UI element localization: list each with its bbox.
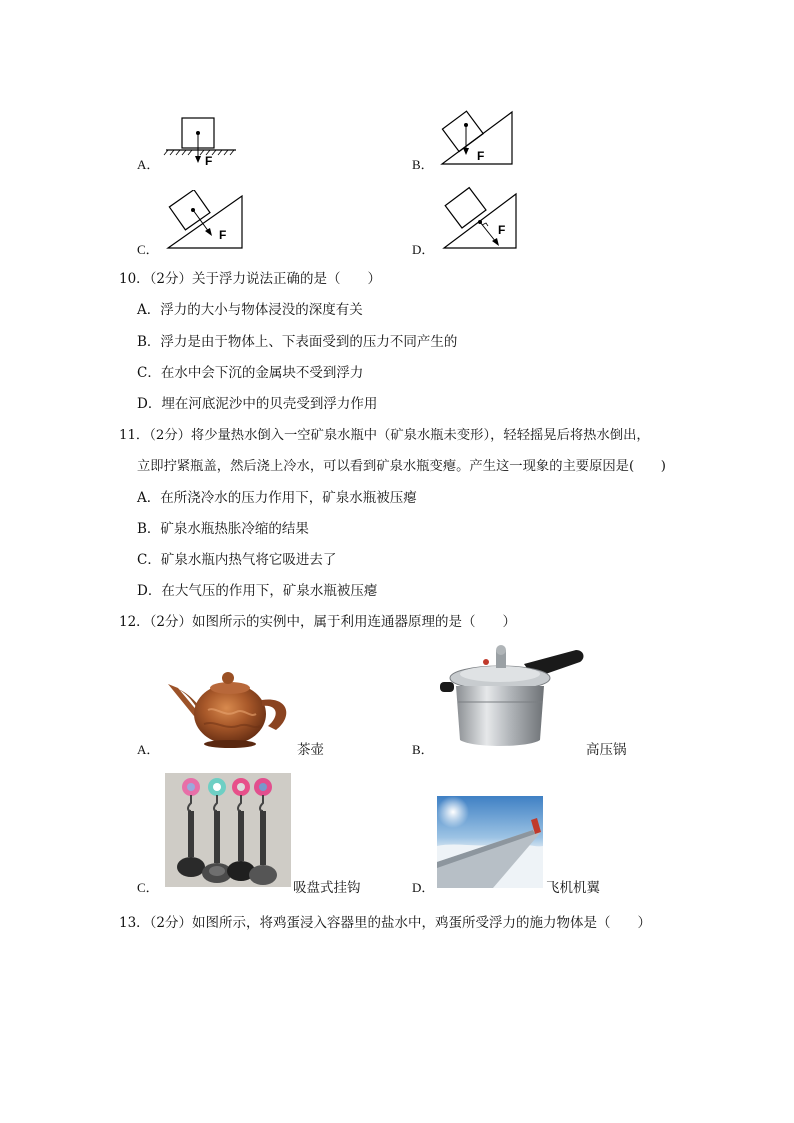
question-11-option-c: C．矿泉水瓶内热气将它吸进去了: [137, 552, 337, 568]
question-10-option-a: A．浮力的大小与物体浸没的深度有关: [137, 302, 363, 318]
question-10-stem: 10．（2分）关于浮力说法正确的是（ ）: [119, 271, 382, 287]
question-11-stem-line2: 立即拧紧瓶盖，然后浇上冷水，可以看到矿泉水瓶变瘪。产生这一现象的主要原因是( ): [137, 459, 666, 474]
question-11-option-b: B．矿泉水瓶热胀冷缩的结果: [137, 521, 309, 537]
question-11-option-d: D．在大气压的作用下，矿泉水瓶被压瘪: [137, 583, 378, 599]
force-label: F: [498, 223, 506, 237]
question-12-stem: 12．（2分）如图所示的实例中，属于利用连通器原理的是（ ）: [119, 614, 517, 630]
question-11-option-a: A．在所浇冷水的压力作用下，矿泉水瓶被压瘪: [137, 490, 417, 506]
teapot-image: [164, 666, 298, 750]
pressure-cooker-image: [438, 642, 586, 750]
force-label: F: [205, 154, 213, 168]
option-d-label: D．: [412, 242, 435, 257]
airplane-wing-image: [437, 796, 543, 888]
force-label: F: [477, 149, 485, 163]
question-11-stem-line1: 11．（2分）将少量热水倒入一空矿泉水瓶中（矿泉水瓶未变形），轻轻摇晃后将热水倒出，: [119, 428, 650, 443]
force-label: F: [219, 228, 227, 242]
question-10-option-c: C．在水中会下沉的金属块不受到浮力: [137, 365, 364, 381]
airplane-wing-caption: 飞机机翼: [546, 880, 600, 896]
suction-hooks-caption: 吸盘式挂钩: [293, 880, 361, 896]
pressure-cooker-caption: 高压锅: [586, 742, 627, 758]
option-d-label: D．: [412, 880, 435, 895]
diagram-a-block-on-floor: [160, 112, 240, 174]
suction-hooks-image: [165, 773, 291, 887]
question-10-option-b: B．浮力是由于物体上、下表面受到的压力不同产生的: [137, 334, 458, 350]
option-a-label: A．: [137, 742, 160, 757]
option-a-label: A．: [137, 157, 160, 172]
option-c-label: C．: [137, 880, 159, 895]
option-b-label: B．: [412, 742, 434, 757]
diagram-b-block-on-incline: [436, 108, 520, 170]
diagram-c-block-on-incline: [164, 190, 254, 252]
option-c-label: C．: [137, 242, 159, 257]
question-10-option-d: D．埋在河底泥沙中的贝壳受到浮力作用: [137, 396, 378, 412]
diagram-d-block-on-incline: [440, 186, 524, 252]
question-13-stem: 13．（2分）如图所示，将鸡蛋浸入容器里的盐水中，鸡蛋所受浮力的施力物体是（ ）: [119, 915, 652, 931]
option-b-label: B．: [412, 157, 434, 172]
teapot-caption: 茶壶: [297, 742, 324, 758]
